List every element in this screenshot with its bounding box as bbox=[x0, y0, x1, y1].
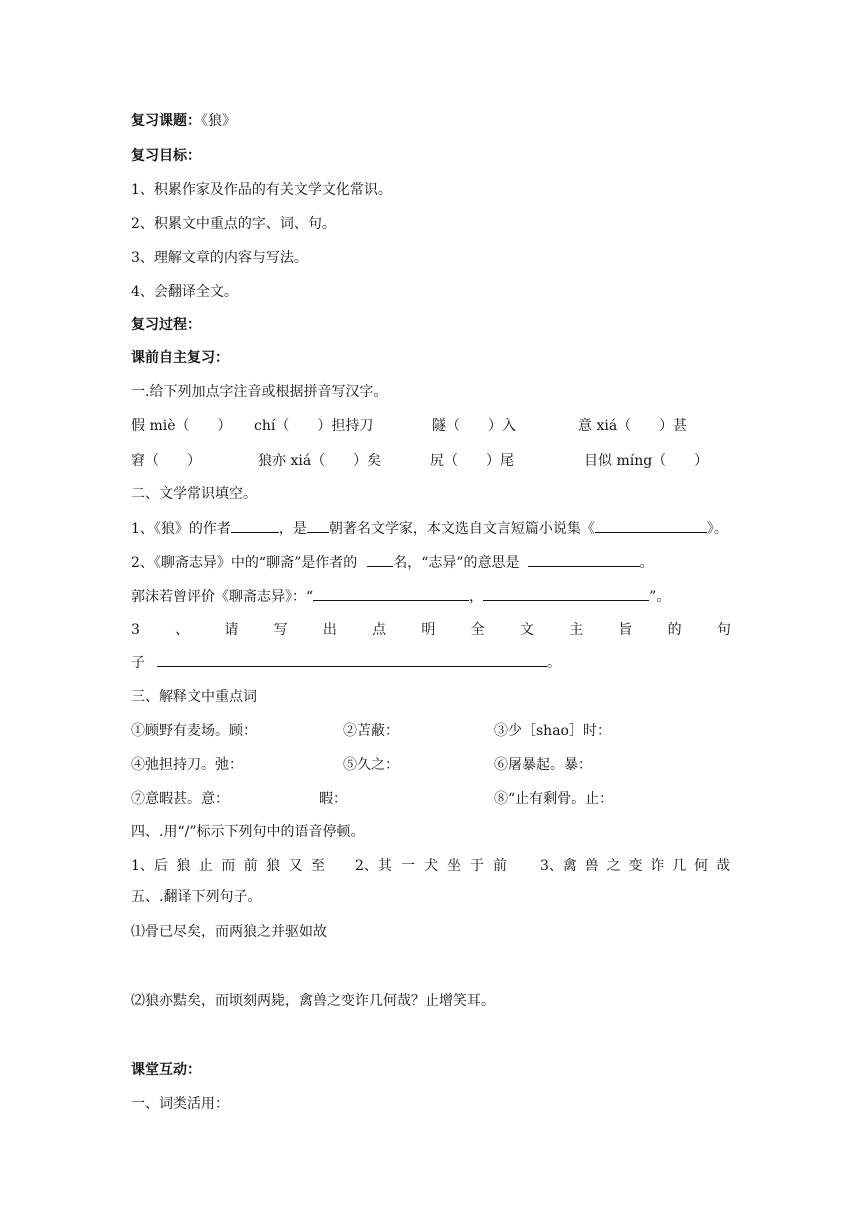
question-text: 1、《狼》的作者 bbox=[131, 521, 231, 537]
sentence-char: 前 bbox=[243, 858, 258, 874]
pause-sentence-3 bbox=[540, 856, 730, 876]
pinyin-item: chí（ ）担持刀 bbox=[254, 418, 374, 434]
collection-blank[interactable] bbox=[595, 518, 707, 533]
sentence-char: 1、后 bbox=[131, 858, 168, 874]
section-5-title: 五、.翻译下列句子。 bbox=[131, 889, 262, 905]
topic-value: 《狼》 bbox=[201, 113, 236, 129]
question-text: 朝著名文学家，本文选自文言短篇小说集《 bbox=[328, 521, 595, 537]
word-item: ⑦意暇甚。意： bbox=[131, 791, 229, 807]
justified-char: 点 bbox=[372, 622, 387, 638]
word-item: ⑧“止有剩骨。止： bbox=[494, 791, 614, 807]
process-label: 复习过程： bbox=[131, 317, 201, 333]
comment-blank-2[interactable] bbox=[483, 586, 649, 601]
sentence-char: 前 bbox=[493, 858, 507, 874]
guo-moruo-question bbox=[131, 586, 670, 607]
goal-item: 4、会翻译全文。 bbox=[131, 284, 238, 300]
word-item: ②苫蔽： bbox=[343, 723, 399, 739]
question-text: 2、《聊斋志异》中的“聊斋”是作者的 bbox=[131, 555, 358, 571]
question-text: ， bbox=[469, 589, 484, 605]
section-2-title: 二、文学常识填空。 bbox=[131, 486, 257, 502]
sentence-char: 狼 bbox=[176, 858, 191, 874]
section-3-title: 三、解释文中重点词 bbox=[131, 689, 257, 705]
sentence-char: 几 bbox=[672, 858, 687, 874]
question-text: 名，“志异”的意思是 bbox=[393, 555, 520, 571]
goal-item: 1、积累作家及作品的有关文学文化常识。 bbox=[131, 182, 392, 198]
justified-char: 3 bbox=[131, 622, 140, 638]
justified-char: 的 bbox=[667, 622, 682, 638]
pinyin-item: 意 xiá（ ）甚 bbox=[578, 418, 688, 434]
translate-sentence-1: ⑴骨已尽矣，而两狼之并驱如故 bbox=[131, 924, 327, 940]
justified-char: 、 bbox=[175, 622, 190, 638]
sentence-char: 之 bbox=[606, 858, 621, 874]
sentence-char: 又 bbox=[288, 858, 303, 874]
pause-sentence-1 bbox=[131, 856, 325, 876]
justified-char: 请 bbox=[224, 622, 239, 638]
sentence-char: 哉 bbox=[715, 858, 730, 874]
question-text: 》。 bbox=[706, 521, 728, 537]
classroom-label: 课堂互动： bbox=[131, 1062, 201, 1078]
sentence-char: 变 bbox=[628, 858, 643, 874]
justified-char: 明 bbox=[421, 622, 436, 638]
classroom-item: 一、词类活用： bbox=[131, 1096, 229, 1112]
pinyin-item: 隧（ ）入 bbox=[432, 418, 516, 434]
question-text: 。 bbox=[639, 555, 654, 571]
sentence-char: 而 bbox=[221, 858, 236, 874]
sentence-char: 何 bbox=[694, 858, 709, 874]
word-item: ③少［shao］时： bbox=[494, 723, 611, 739]
question-text: ，是 bbox=[278, 521, 307, 537]
author-blank[interactable] bbox=[231, 518, 279, 533]
topic-label: 复习课题： bbox=[131, 113, 201, 129]
sentence-char: 于 bbox=[469, 858, 484, 874]
word-item: ⑤久之： bbox=[343, 757, 399, 773]
sentence-char: 一 bbox=[400, 858, 415, 874]
question-text: 子 bbox=[131, 655, 145, 671]
sentence-char: 2、其 bbox=[355, 858, 392, 874]
sentence-char: 坐 bbox=[446, 858, 461, 874]
justified-char: 旨 bbox=[618, 622, 633, 638]
justified-char: 句 bbox=[716, 622, 731, 638]
question-text: 郭沫若曾评价《聊斋志异》：“ bbox=[131, 589, 314, 605]
pinyin-item: 窘（ ） bbox=[131, 453, 201, 469]
pinyin-item: 尻（ ）尾 bbox=[430, 453, 514, 469]
pinyin-item: 目似 míng（ ） bbox=[584, 453, 709, 469]
theme-question-line-2 bbox=[131, 652, 561, 673]
translate-sentence-2: ⑵狼亦黠矣，而顷刻两毙，禽兽之变诈几何哉？止增笑耳。 bbox=[131, 993, 495, 1009]
theme-question-line bbox=[131, 620, 731, 640]
dynasty-blank[interactable] bbox=[307, 518, 329, 533]
pause-sentence-2 bbox=[355, 856, 507, 876]
sentence-char: 兽 bbox=[584, 858, 599, 874]
sentence-char: 至 bbox=[310, 858, 325, 874]
word-item: ⑥屠暴起。暴： bbox=[494, 757, 592, 773]
sentence-char: 犬 bbox=[423, 858, 438, 874]
section-1-title: 一.给下列加点字注音或根据拼音写汉字。 bbox=[131, 384, 388, 400]
goal-item: 2、积累文中重点的字、词、句。 bbox=[131, 216, 336, 232]
justified-char: 文 bbox=[519, 622, 534, 638]
justified-char: 主 bbox=[569, 622, 584, 638]
sentence-char: 狼 bbox=[266, 858, 281, 874]
pre-study-label: 课前自主复习： bbox=[131, 350, 229, 366]
justified-char: 出 bbox=[322, 622, 337, 638]
comment-blank-1[interactable] bbox=[313, 586, 469, 601]
sentence-char: 止 bbox=[198, 858, 213, 874]
justified-char: 写 bbox=[273, 622, 288, 638]
theme-blank[interactable] bbox=[157, 652, 547, 667]
meaning-blank[interactable] bbox=[528, 552, 640, 567]
word-item: 暇： bbox=[319, 791, 347, 807]
section-4-title: 四、.用“/”标示下列句中的语音停顿。 bbox=[131, 824, 365, 840]
sentence-char: 诈 bbox=[650, 858, 665, 874]
question-text: ”。 bbox=[649, 589, 671, 605]
sentence-char: 3、禽 bbox=[540, 858, 577, 874]
goals-label: 复习目标： bbox=[131, 148, 201, 164]
goal-item: 3、理解文章的内容与写法。 bbox=[131, 250, 308, 266]
liaozhai-question bbox=[131, 552, 654, 573]
word-item: ①顾野有麦场。顾： bbox=[131, 723, 257, 739]
justified-char: 全 bbox=[470, 622, 485, 638]
name-blank[interactable] bbox=[367, 552, 393, 567]
pinyin-item: 狼亦 xiá（ ）矣 bbox=[258, 453, 382, 469]
word-item: ④弛担持刀。弛： bbox=[131, 757, 243, 773]
topic-line bbox=[131, 111, 236, 131]
question-text: 。 bbox=[547, 655, 561, 671]
pinyin-item: 假 miè（ ） bbox=[131, 418, 232, 434]
author-question bbox=[131, 518, 728, 539]
